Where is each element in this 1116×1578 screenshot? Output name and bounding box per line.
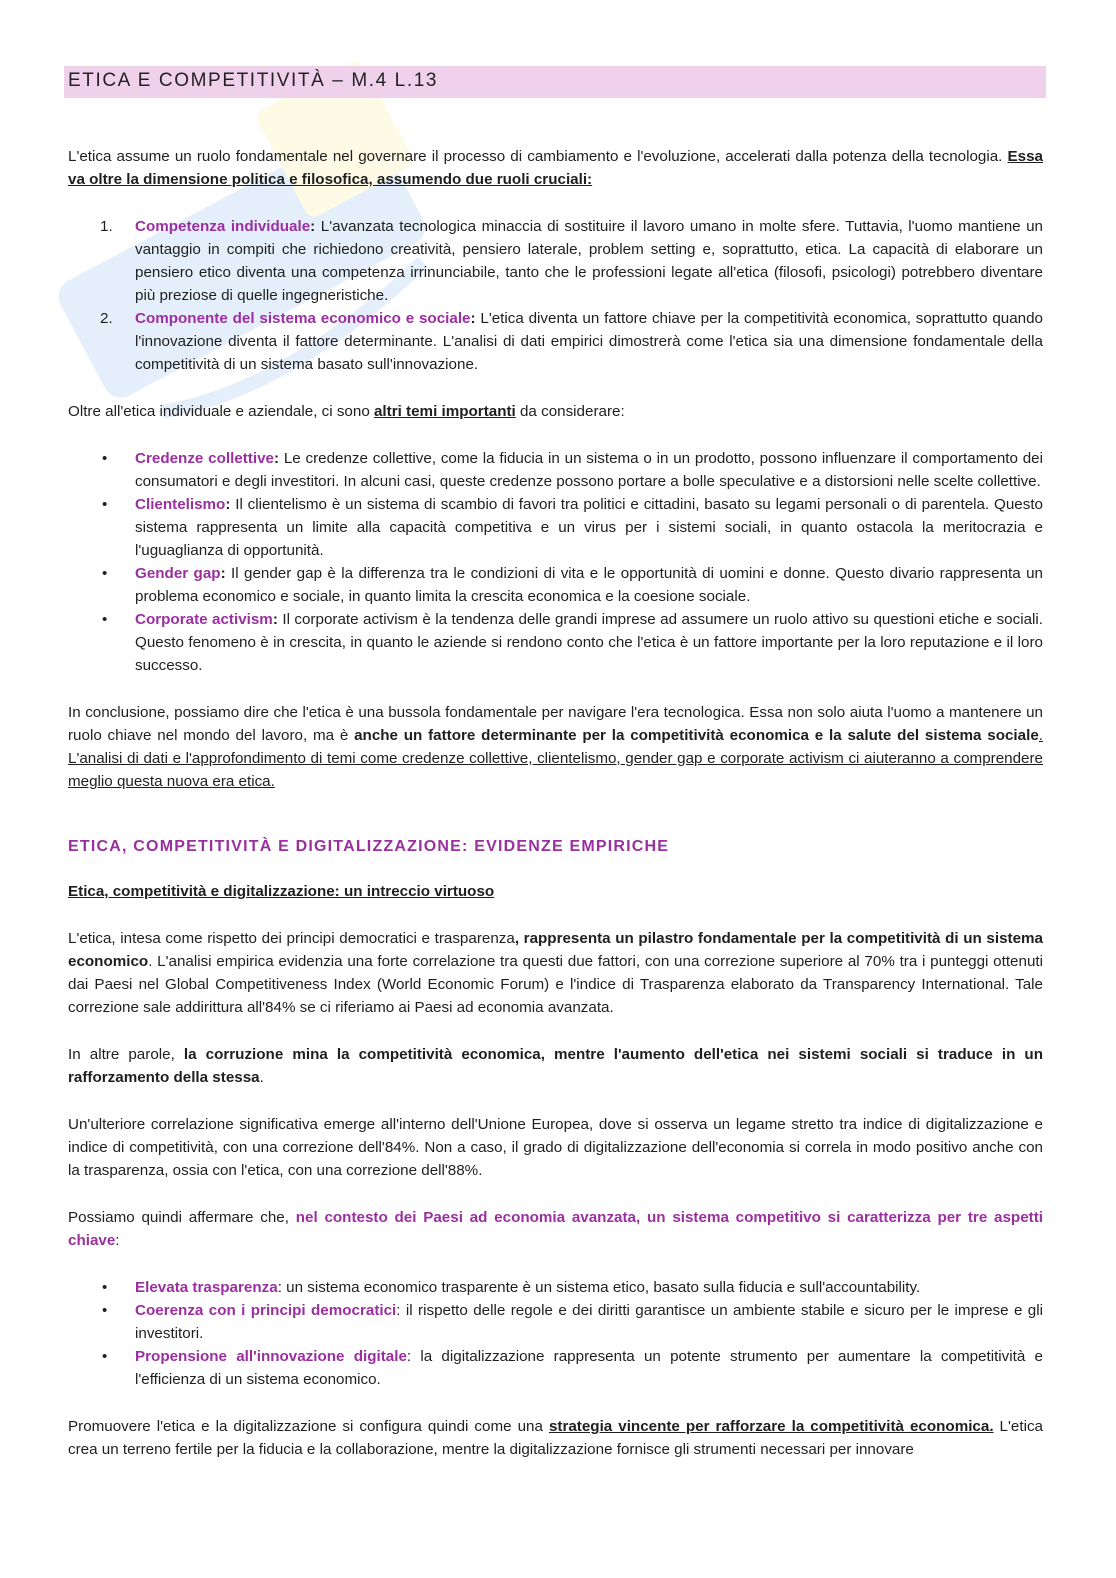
list-item: • Credenze collettive: Le credenze collettive, come la fiducia in un sistema o in un prodotto, possono influenzare il comportamento dei consumatori e degli investitori. In alcuni casi, queste credenze possono portare a bolle speculative e a distorsioni nelle scelte collettive. bbox=[68, 447, 1043, 493]
page-title: ETICA E COMPETITIVITÀ – M.4 L.13 bbox=[68, 70, 439, 91]
paragraph: L'etica, intesa come rispetto dei principi democratici e trasparenza, rappresenta un pilastro fondamentale per la competitività di un sistema economico. L'analisi empirica evidenzia una forte correlazione tra questi due fattori, con una correzione superiore al 70% tra i punteggi ottenuti dai Paesi nel Global Competitiveness Index (World Economic Forum) e l'indice di Trasparenza elaborato da Transparency International. Tale correzione sale addirittura all'84% se ci riferiamo ai Paesi ad economia avanzata. bbox=[68, 930, 1043, 1016]
list-item: • Propensione all'innovazione digitale: la digitalizzazione rappresenta un potente strumento per aumentare la competitività e l'efficienza di un sistema economico. bbox=[68, 1345, 1043, 1391]
paragraph: Possiamo quindi affermare che, nel contesto dei Paesi ad economia avanzata, un sistema competitivo si caratterizza per tre aspetti chiave: bbox=[68, 1209, 1043, 1249]
section-subtitle: Etica, competitività e digitalizzazione: un intreccio virtuoso bbox=[68, 883, 495, 900]
aspects-list bbox=[68, 1276, 1043, 1391]
list-item: • Coerenza con i principi democratici: il rispetto delle regole e dei diritti garantisce un ambiente stabile e sicuro per le imprese e gli investitori. bbox=[68, 1299, 1043, 1345]
other-topics-paragraph: Oltre all'etica individuale e aziendale, ci sono altri temi importanti da considerare: bbox=[68, 403, 625, 420]
bullet-icon: • bbox=[102, 496, 108, 513]
bullet-icon: • bbox=[102, 1302, 108, 1319]
intro-paragraph: L'etica assume un ruolo fondamentale nel governare il processo di cambiamento e l'evoluzione, accelerati dalla potenza della tecnologia. Essa va oltre la dimensione politica e filosofica, assumendo due ruoli cruciali: bbox=[68, 148, 1043, 188]
title-bar bbox=[64, 66, 1046, 98]
bullet-icon: • bbox=[102, 1279, 108, 1296]
section-heading: ETICA, COMPETITIVITÀ E DIGITALIZZAZIONE: EVIDENZE EMPIRICHE bbox=[68, 838, 670, 855]
bullet-icon: • bbox=[102, 565, 108, 582]
bullet-icon: • bbox=[102, 611, 108, 628]
list-item: • Gender gap: Il gender gap è la differenza tra le condizioni di vita e le opportunità di uomini e donne. Questo divario rappresenta un problema economico e sociale, in quanto limita la crescita economica e la coesione sociale. bbox=[68, 562, 1043, 608]
list-item: • Clientelismo: Il clientelismo è un sistema di scambio di favori tra politici e cittadini, basato su legami personali o di parentela. Questo sistema rappresenta un limite alla capacità competitiva e un virus per i sistemi sociali, in quanto ostacola la meritocrazia e l'uguaglianza di opportunità. bbox=[68, 493, 1043, 562]
list-item: 2. Componente del sistema economico e sociale: L'etica diventa un fattore chiave per la competitività economica, soprattutto quando l'innovazione diventa il fattore determinante. L'analisi di dati empirici dimostrerà come l'etica sia una dimensione fondamentale della competitività di un sistema basato sull'innovazione. bbox=[100, 310, 1044, 373]
roles-list bbox=[68, 215, 1043, 376]
list-item: 1. Competenza individuale: L'avanzata tecnologica minaccia di sostituire il lavoro umano in molte sfere. Tuttavia, l'uomo mantiene un vantaggio in compiti che richiedono creatività, pensiero laterale, problem setting e, soprattutto, etica. La capacità di elaborare un pensiero etico diventa una competenza irrinunciabile, tanto che le professioni legate all'etica (filosofi, psicologi) potrebbero diventare più preziose di quelle ingegneristiche. bbox=[100, 218, 1044, 304]
intro-emphasis: Essa va oltre la dimensione politica e filosofica, assumendo due ruoli cruciali: bbox=[68, 148, 1043, 188]
topics-list bbox=[68, 447, 1043, 677]
conclusion-paragraph: In conclusione, possiamo dire che l'etica è una bussola fondamentale per navigare l'era tecnologica. Essa non solo aiuta l'uomo a mantenere un ruolo chiave nel mondo del lavoro, ma è anche un fattore determinante per la competitività economica e la salute del sistema sociale. L'analisi di dati e l'approfondimento di temi come credenze collettive, clientelismo, gender gap e corporate activism ci aiuteranno a comprendere meglio questa nuova era etica. bbox=[68, 704, 1043, 790]
document-body bbox=[68, 145, 1043, 1461]
paragraph: Promuovere l'etica e la digitalizzazione si configura quindi come una strategia vincente per rafforzare la competitività economica. L'etica crea un terreno fertile per la fiducia e la collaborazione, mentre la digitalizzazione fornisce gli strumenti necessari per innovare bbox=[68, 1418, 1043, 1458]
paragraph: In altre parole, la corruzione mina la competitività economica, mentre l'aumento dell'etica nei sistemi sociali si traduce in un rafforzamento della stessa. bbox=[68, 1046, 1043, 1086]
bullet-icon: • bbox=[102, 450, 108, 467]
list-item: • Corporate activism: Il corporate activism è la tendenza delle grandi imprese ad assumere un ruolo attivo su questioni etiche e sociali. Questo fenomeno è in crescita, in quanto le aziende si rendono conto che l'etica è un fattore importante per la loro reputazione e il loro successo. bbox=[68, 608, 1043, 677]
paragraph: Un'ulteriore correlazione significativa emerge all'interno dell'Unione Europea, dove si osserva un legame stretto tra indice di digitalizzazione e indice di competitività, con una correzione dell'84%. Non a caso, il grado di digitalizzazione dell'economia si correla in modo positivo anche con la trasparenza, ossia con l'etica, con una correzione dell'88%. bbox=[68, 1116, 1043, 1179]
bullet-icon: • bbox=[102, 1348, 108, 1365]
list-item: • Elevata trasparenza: un sistema economico trasparente è un sistema etico, basato sulla fiducia e sull'accountability. bbox=[68, 1276, 1043, 1299]
